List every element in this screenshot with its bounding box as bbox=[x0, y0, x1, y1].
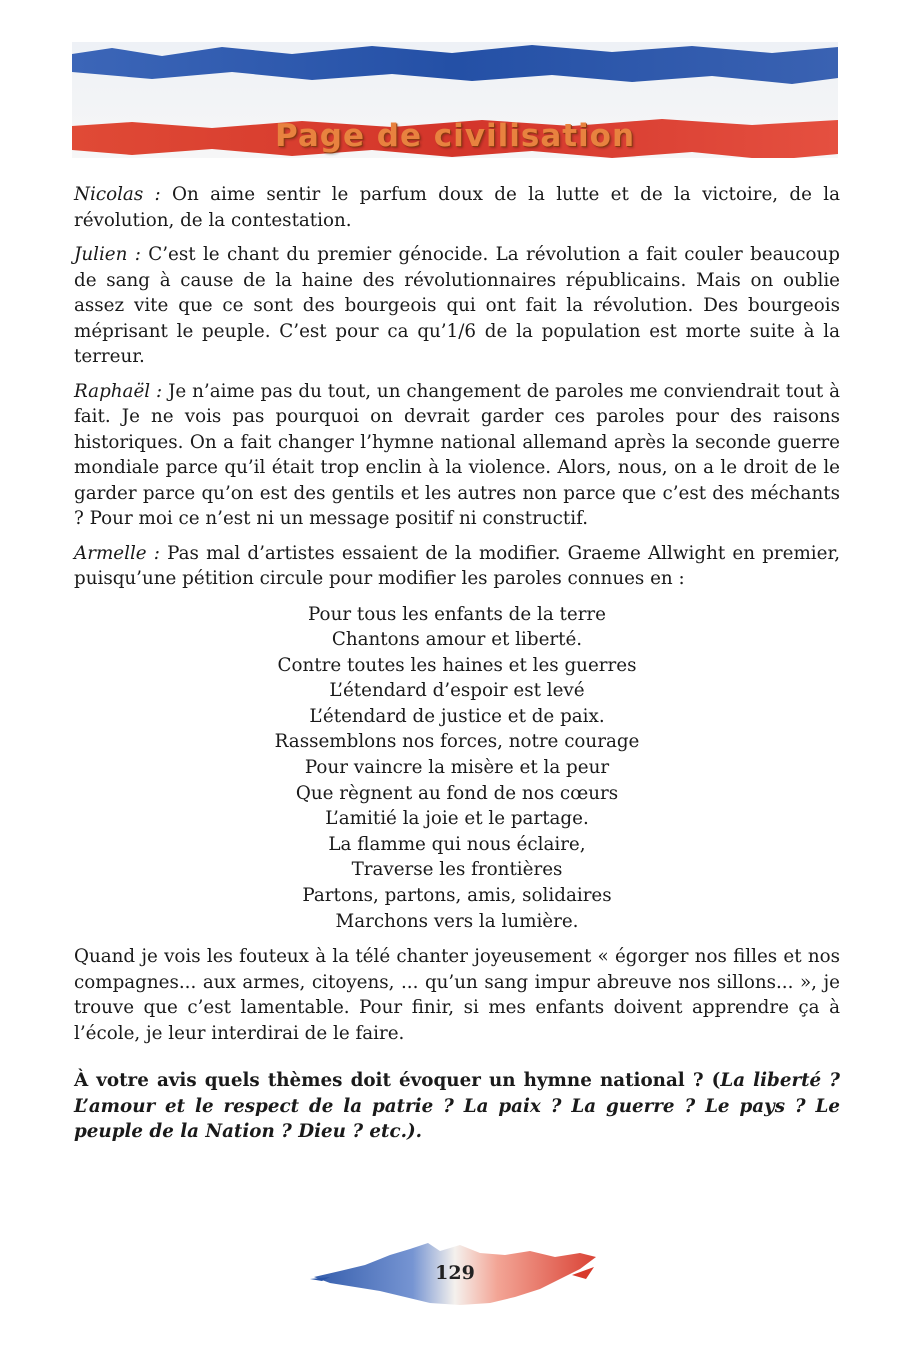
question-text: À votre avis quels thèmes doit évoquer un hymne national ? ( bbox=[74, 1070, 721, 1092]
poem-line: Contre toutes les haines et les guerres bbox=[277, 654, 637, 676]
page-number: 129 bbox=[435, 1262, 475, 1284]
speaker-name: Raphaël : bbox=[74, 380, 163, 402]
speaker-name: Nicolas : bbox=[74, 184, 161, 205]
discussion-question bbox=[74, 1068, 840, 1145]
paragraph-julien bbox=[74, 242, 840, 370]
poem-line: Rassemblons nos forces, notre courage bbox=[274, 731, 640, 753]
poem-line: La flamme qui nous éclaire, bbox=[328, 833, 586, 855]
poem-line: Pour tous les enfants de la terre bbox=[308, 603, 606, 625]
main-content bbox=[74, 182, 840, 1154]
paragraph-armelle bbox=[74, 541, 840, 592]
paragraph-text: Pas mal d’artistes essaient de la modifier. Graeme Allwight en premier, puisqu’une pétition circule pour modifier les paroles connues en : bbox=[74, 542, 841, 589]
poem-line: L’étendard d’espoir est levé bbox=[329, 680, 585, 702]
poem-line: Pour vaincre la misère et la peur bbox=[304, 757, 610, 779]
poem-line: Chantons amour et liberté. bbox=[331, 629, 583, 651]
page-title: Page de civilisation bbox=[274, 118, 636, 154]
paragraph-nicolas bbox=[74, 182, 840, 233]
poem-line: Marchons vers la lumière. bbox=[335, 910, 579, 932]
header-banner bbox=[72, 42, 838, 166]
poem bbox=[74, 602, 840, 935]
page-footer bbox=[310, 1235, 600, 1315]
paragraph-raphael bbox=[74, 379, 840, 532]
closing-paragraph: Quand je vois les fouteux à la télé chanter joyeusement « égorger nos filles et nos compagnes... aux armes, citoyens, ... qu’un sang impur abreuve nos sillons... », je trouve que c’est lamentable. Pour finir, si mes enfants doivent apprendre ça à l’école, je leur interdirai de le faire. bbox=[74, 946, 840, 1044]
speaker-name: Julien : bbox=[74, 244, 141, 265]
poem-line: L’amitié la joie et le partage. bbox=[325, 808, 589, 830]
poem-line: L’étendard de justice et de paix. bbox=[309, 705, 605, 727]
poem-line: Partons, partons, amis, solidaires bbox=[302, 885, 612, 907]
question-examples: La liberté ? L’amour et le respect de la patrie ? La paix ? La guerre ? Le pays ? Le peuple de la Nation ? Dieu ? etc.). bbox=[74, 1070, 840, 1143]
poem-line: Traverse les frontières bbox=[351, 859, 563, 881]
speaker-name: Armelle : bbox=[74, 542, 160, 564]
paragraph-text: On aime sentir le parfum doux de la lutte et de la victoire, de la révolution, de la contestation. bbox=[74, 184, 840, 231]
poem-line: Que règnent au fond de nos cœurs bbox=[295, 782, 619, 804]
paragraph-text: C’est le chant du premier génocide. La révolution a fait couler beaucoup de sang à cause de la haine des révolutionnaires républicains. Mais on oublie assez vite que ce sont des bourgeois qui ont fait la révolution. Des bourgeois méprisant le peuple. C’est pour ca qu’1/6 de la population est morte suite à la terreur. bbox=[74, 244, 841, 367]
paragraph-text: Je n’aime pas du tout, un changement de paroles me conviendrait tout à fait. Je ne vois pas pourquoi on devrait garder ces paroles pour des raisons historiques. On a fait changer l’hymne national allemand après la seconde guerre mondiale parce qu’il était trop enclin à la violence. Alors, nous, on a le droit de le garder parce qu’on est des gentils et les autres non parce que c’est des méchants ? Pour moi ce n’est ni un message positif ni constructif. bbox=[74, 380, 840, 529]
